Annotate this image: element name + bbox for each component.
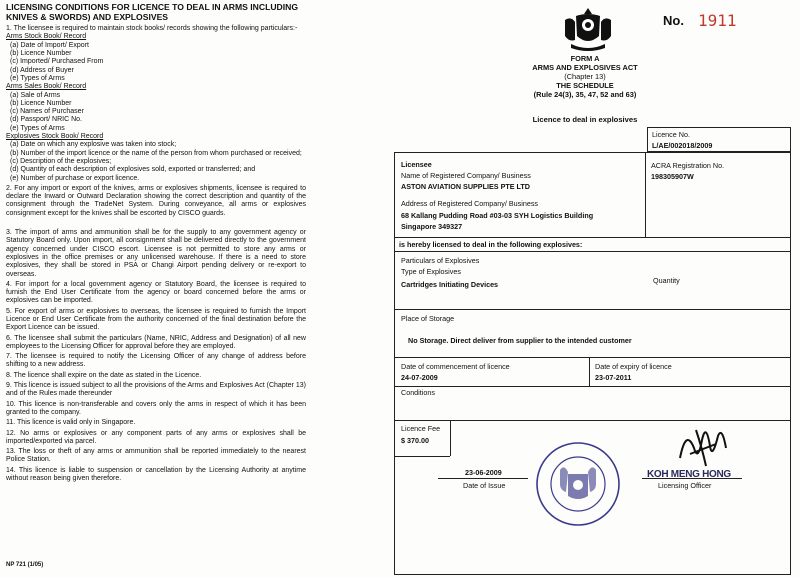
types-label: Type of Explosives (401, 267, 461, 276)
licence-no-value: L/AE/002018/2009 (652, 141, 713, 150)
fee-value: $ 370.00 (401, 436, 429, 445)
storage-value: No Storage. Direct deliver from supplier to the intended customer (408, 336, 632, 345)
condition-14: 14. This licence is liable to suspension or cancellation by the Licensing Authority at anytime without reason being given therefore. (6, 466, 306, 483)
divider (394, 237, 791, 238)
company-name: ASTON AVIATION SUPPLIES PTE LTD (401, 182, 530, 191)
list-item: (a) Sale of Arms (10, 91, 61, 99)
divider (589, 357, 590, 386)
condition-11: 11. This licence is valid only in Singapore. (6, 419, 136, 427)
condition-6: 6. The licensee shall submit the particulars (Name, NRIC, Address and Designation) of all new employees to the Licensing Officer for approval before they are employed. (6, 334, 306, 350)
condition-7: 7. The licensee is required to notify the Licensing Officer of any change of address before shifting to a new address. (6, 353, 306, 369)
commence-label: Date of commencement of licence (401, 362, 510, 371)
licensing-conditions (6, 3, 306, 483)
officer-name-stamp: KOH MENG HONG (647, 469, 731, 480)
condition-2: 2. For any import or export of the knives, arms or explosives shipments, licensee is required to declare the Inward or Outward Declaration showing the correct description and quantity of the consignment through the TradeNet System. During conveyance, all arms or explosives consignment except for the knives shall be escorted by CISCO guards. (6, 184, 306, 217)
form-code: NP 721 (1/05) (6, 562, 44, 568)
form-title: FORM A (570, 54, 600, 63)
officer-label: Licensing Officer (658, 481, 712, 490)
condition-5: 5. For export of arms or explosives to overseas, the licensee is required to furnish the Import Licence or End User Certificate from the authority concerned of the final destination before the Export Licence can be issued. (6, 307, 306, 332)
expiry-date: 23-07-2011 (595, 373, 632, 382)
list-item: (b) Licence Number (10, 99, 72, 107)
list-item: (b) Licence Number (10, 50, 72, 58)
arms-stock-heading: Arms Stock Book/ Record (6, 33, 87, 41)
storage-label: Place of Storage (401, 314, 455, 323)
licensee-label: Licensee (401, 160, 432, 169)
list-item: (c) Names of Purchaser (10, 108, 84, 116)
condition-10: 10. This licence is non-transferable and covers only the arms in respect of which it has been granted to the company. (6, 400, 306, 416)
divider (394, 456, 450, 457)
explosives-heading: Explosives Stock Book/ Record (6, 133, 104, 141)
divider (394, 386, 791, 387)
list-item: (d) Quantity of each description of explosives sold, exported or transferred; and (10, 166, 256, 174)
serial-number: 1911 (698, 11, 737, 30)
company-label: Name of Registered Company/ Business (401, 171, 531, 180)
condition-9: 9. This licence is issued subject to all the provisions of the Arms and Explosives Act (Chapter 13) and of the Rules made thereunder (6, 382, 306, 398)
list-item: (d) Address of Buyer (10, 66, 74, 74)
list-item: (a) Date on which any explosive was taken into stock; (10, 141, 177, 149)
list-item: (a) Date of Import/ Export (10, 41, 89, 49)
condition-4: 4. For import for a local government agency or Statutory Board, the licensee is required to furnish the End User Certificate from the agency or board concerned before the arms or explosives can be imported. (6, 280, 306, 305)
act-title: ARMS AND EXPLOSIVES ACT (532, 63, 638, 72)
expiry-label: Date of expiry of licence (595, 362, 672, 371)
list-item: (e) Types of Arms (10, 124, 65, 132)
list-item: (e) Number of purchase or export licence. (10, 174, 140, 182)
divider (394, 309, 791, 310)
signature-line (642, 478, 742, 479)
coat-of-arms-icon (561, 6, 615, 52)
acra-number: 198305907W (651, 172, 694, 181)
serial-label: No. (663, 13, 684, 28)
particulars-label: Particulars of Explosives (401, 256, 480, 265)
conditions-label: Conditions (401, 388, 435, 397)
list-item: (c) Description of the explosives; (10, 157, 112, 165)
conditions-title: LICENSING CONDITIONS FOR LICENCE TO DEAL IN ARMS INCLUDING KNIVES & SWORDS) AND EXPLOSIVES (6, 2, 299, 22)
divider (394, 357, 791, 358)
official-seal-stamp-icon (534, 440, 622, 528)
list-item: (b) Number of the import licence or the name of the person from whom purchased or received; (10, 149, 302, 157)
list-item: (c) Imported/ Purchased From (10, 58, 104, 66)
issue-label: Date of Issue (463, 481, 506, 490)
address-line-2: Singapore 349327 (401, 222, 463, 231)
handwritten-signature-icon (672, 418, 732, 474)
condition-8: 8. The licence shall expire on the date as stated in the Licence. (6, 371, 202, 379)
signature-line (438, 478, 528, 479)
condition-3: 3. The import of arms and ammunition shall be for the supply to any government agency or Statutory Board only. Upon import, all consignment shall be delivered directly to the government agency concerned under CISCO escort. Licensee is not permitted to store any arms or explosives in the office premises or any unlicensed warehouse. If there is a need to store explosives, they shall be stored in PSA or Changi Airport pending delivery or re-export to overseas. (6, 229, 306, 278)
rule: (Rule 24(3), 35, 47, 52 and 63) (533, 90, 637, 99)
condition-12: 12. No arms or explosives or any component parts of any arms or explosives shall be imported/exported via parcel. (6, 429, 306, 445)
arms-sales-heading: Arms Sales Book/ Record (6, 83, 87, 91)
address-line-1: 68 Kallang Pudding Road #03-03 SYH Logistics Building (401, 211, 594, 220)
address-label: Address of Registered Company/ Business (401, 199, 539, 208)
divider (645, 152, 646, 237)
chapter: (Chapter 13) (564, 72, 606, 81)
commence-date: 24-07-2009 (401, 373, 438, 382)
acra-label: ACRA Registration No. (651, 161, 725, 170)
document-subtitle: Licence to deal in explosives (532, 115, 638, 124)
explosive-types: Cartridges Initiating Devices (401, 280, 499, 289)
list-item: (e) Types of Arms (10, 74, 65, 82)
list-item: (d) Passport/ NRIC No. (10, 116, 82, 124)
licence-no-label: Licence No. (652, 130, 690, 139)
quantity-label: Quantity (653, 276, 680, 285)
fee-label: Licence Fee (401, 424, 441, 433)
condition-13: 13. The loss or theft of any arms or ammunition shall be reported immediately to the nearest Police Station. (6, 448, 306, 464)
issue-date: 23-06-2009 (465, 468, 502, 477)
condition-1: 1. The licensee is required to maintain stock books/ records showing the following particulars:- (6, 25, 298, 33)
licensed-statement: is hereby licensed to deal in the following explosives: (399, 240, 583, 249)
schedule: THE SCHEDULE (556, 81, 614, 90)
divider (394, 251, 791, 252)
divider (450, 420, 451, 456)
